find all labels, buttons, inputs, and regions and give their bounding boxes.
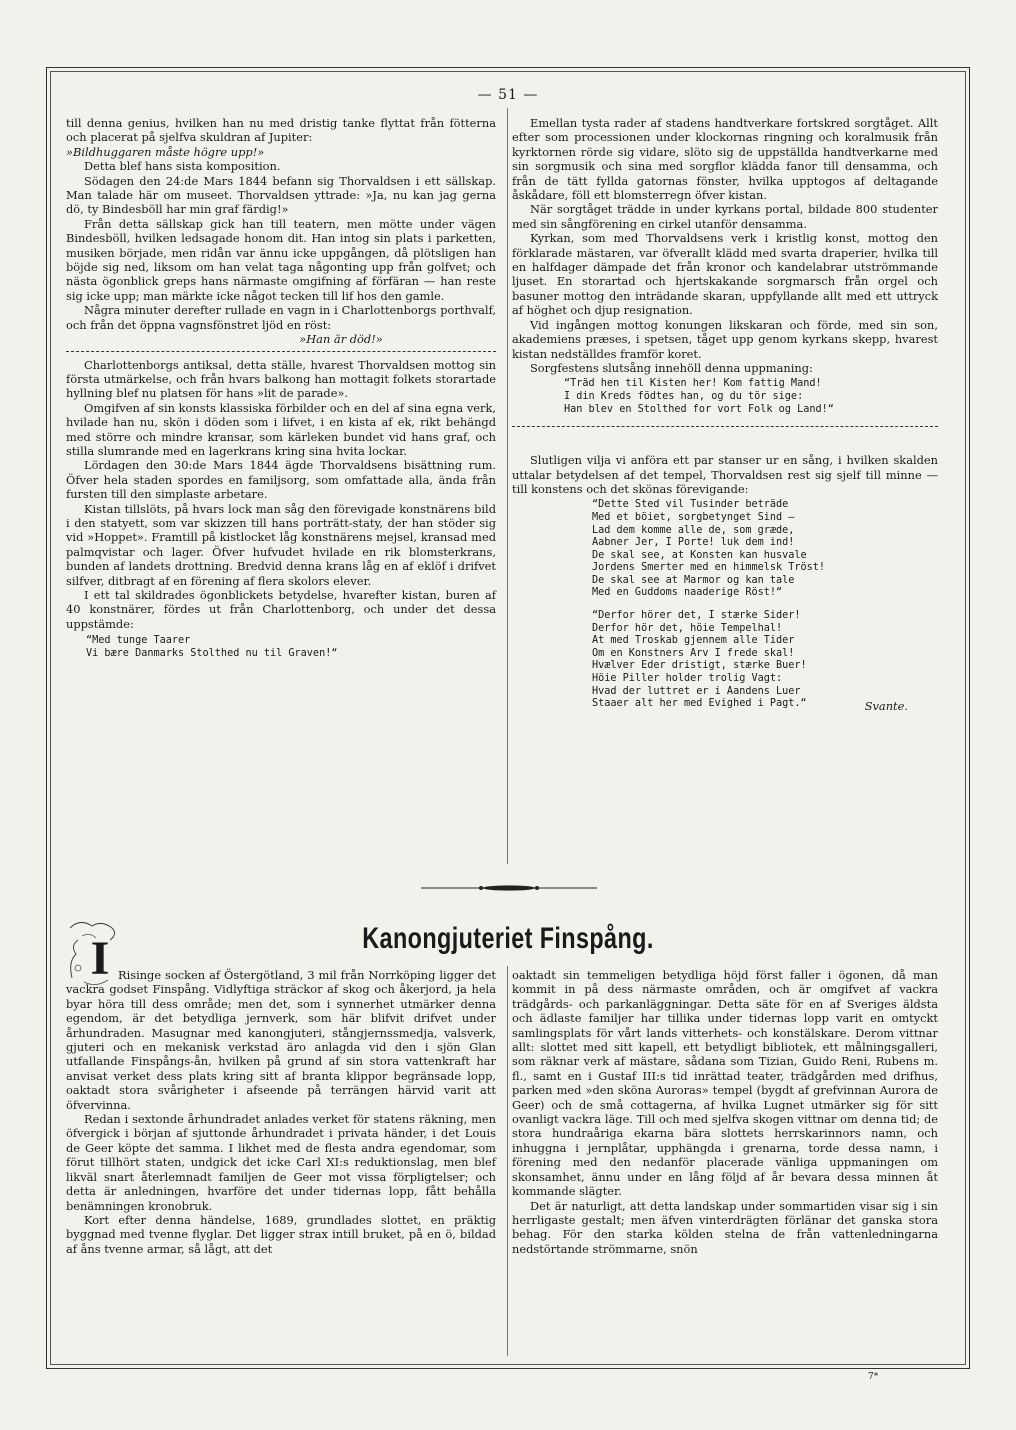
ornament-rule: [421, 884, 597, 892]
verse: [512, 378, 938, 416]
paragraph: Detta blef hans sista komposition.: [84, 159, 281, 174]
paragraph: Kort efter denna händelse, 1689, grundlades slottet, en präktig byggnad med tvenne flyglar. Det ligger strax intill bruket, på en ö, bildad af åns tvenne armar, så lågt, att det: [66, 1212, 496, 1256]
verse: [512, 499, 938, 600]
verse-line: Hvælver Eder dristigt, stærke Buer!: [592, 660, 807, 672]
paragraph: Några minuter derefter rullade en vagn in i Charlottenborgs porthvalf, och från det öppna vagnsfönstret ljöd en röst:: [66, 303, 496, 332]
footer-mark: 7*: [868, 1372, 879, 1382]
paragraph: Lördagen den 30:de Mars 1844 ägde Thorvaldsens bisättning rum. Öfver hela staden spordes en familjsorg, som omfattade alla, ända från fursten till den simplaste arbetare.: [66, 458, 496, 502]
verse-line: Han blev en Stolthed for vort Folk og Land!“: [564, 403, 834, 415]
verse-line: “Träd hen til Kisten her! Kom fattig Mand!: [564, 378, 822, 390]
verse-line: Med en Guddoms naaderige Röst!“: [592, 587, 783, 599]
dashed-separator: [66, 351, 496, 352]
verse-line: De skal see, at Konsten kan husvale: [592, 549, 807, 561]
verse-line: De skal see at Marmor og kan tale: [592, 574, 795, 586]
verse-line: At med Troskab gjennem alle Tider: [592, 635, 795, 647]
paragraph: Södagen den 24:de Mars 1844 befann sig Thorvaldsen i ett sällskap. Man talade här om museet. Thorvaldsen yttrade: »Ja, nu kan jag gerna dö, ty Bindesböll har min graf färdig!»: [66, 173, 496, 217]
quote: »Han är död!»: [299, 332, 383, 347]
verse-line: I din Kreds födtes han, og du tör sige:: [564, 390, 804, 402]
paragraph: Från detta sällskap gick han till teatern, men mötte under vägen Bindesböll, hvilken ledsagade honom dit. Han intog sin plats i parketten, musiken började, men ridån var ännu icke uppgången, då plötsligen han böjde sig ned, liksom om han velat taga någonting upp från golfvet; och nästa ögonblick greps hans närmaste omgifning af förfäran — han reste sig icke upp; man märkte icke något tecken till lif hos den gamle.: [66, 216, 496, 303]
dropcap-letter: I: [90, 932, 110, 985]
column-left-top: [66, 116, 496, 660]
paragraph: När sorgtåget trädde in under kyrkans portal, bildade 800 studenter med sin sångförening en cirkel utanför densamma.: [512, 202, 938, 231]
paragraph: Redan i sextonde århundradet anlades verket för statens räkning, men öfvergick i början af sjuttonde århundradet i privata händer, i det Louis de Geer köpte det samma. I likhet med de flesta andra egendomar, som förut tillhört staten, undgick det icke Carl XI:s reduktionslag, men blef likväl snart återlemnadt familjen de Geer mot vissa förpligtelser; och detta är anledningen, hvarföre det under tidernas lopp, fått behålla benämningen kronobruk.: [66, 1112, 496, 1213]
paragraph: Slutligen vilja vi anföra ett par stanser ur en sång, i hvilken skalden uttalar betydelsen af det tempel, Thorvaldsen rest sig sjelf till minne — till konstens och det skönas förevigande:: [512, 453, 938, 496]
verse-line: Staaer alt her med Evighed i Pagt.“: [592, 698, 807, 710]
paragraph: Omgifven af sin konsts klassiska förbilder och en del af sina egna verk, hvilade han nu, skön i döden som i lifvet, i en kista af ek, rikt behängd med större och mindre kransar, som kärleken bundet vid hans graf, och stilla slumrande med en lagerkrans kring sina hvita lockar.: [66, 400, 496, 458]
verse-line: Derfor hör det, höie Tempelhal!: [592, 622, 783, 634]
paragraph: Sorgfestens slutsång innehöll denna uppmaning:: [530, 360, 813, 375]
paragraph: Kyrkan, som med Thorvaldsens verk i kristlig konst, mottog den förklarade mästaren, var öfverallt klädd med svarta draperier, hvilka till en halfdager dämpade det från kronor och kandelabrar utströmmande ljuset. En storartad och hjertskakande sorgmarsch från orgel och basuner mottog den inträdande skaran, uppfyllande allt med ett uttryck af höghet och djup resignation.: [512, 231, 938, 318]
verse: [66, 635, 496, 660]
paragraph: I ett tal skildrades ögonblickets betydelse, hvarefter kistan, buren af 40 konstnärer, fördes ut från Charlottenborg, och under det dessa uppstämde:: [66, 588, 496, 631]
paragraph: Risinge socken af Östergötland, 3 mil från Norrköping ligger det vackra godset Finspång. Vidlyftiga sträckor af skog och åkerjord, ja hela byar höra till dess område; men det, som i synnerhet utmärker denna egendom, är det betydliga jernverk, som här blifvit drifvet under århundraden. Masugnar med kanongjuteri, stångjernssmedja, valsverk, gjuteri och en mekanisk verkstad äro anlagda vid den i sjön Glan utfallande Finspångs-ån, hvilken på grund af sin stora vattenkraft har anvisat verket dess plats kring sitt af branta klippor begränsade lopp, oaktadt stora svårigheter i afseende på terrängen härvid varit att öfvervinna.: [66, 968, 496, 1112]
verse-line: Vi bære Danmarks Stolthed nu til Graven!“: [86, 647, 338, 659]
quote: »Bildhuggaren måste högre upp!»: [66, 144, 265, 159]
verse-line: Lad dem komme alle de, som græde,: [592, 524, 795, 536]
dashed-separator: [512, 426, 938, 427]
verse-line: Hvad der luttret er i Aandens Luer: [592, 685, 801, 697]
paragraph: Det är naturligt, att detta landskap under sommartiden visar sig i sin herrligaste gestalt; men äfven vinterdrägten förlänar det ganska stora behag. För den starka kölden stelna de från vattenledningarna nedstörtande strömmarne, snön: [512, 1198, 938, 1256]
article-title: Kanongjuteriet Finspång.: [362, 922, 654, 955]
column-divider-top: [507, 108, 508, 864]
signature: Svante.: [864, 698, 908, 713]
article-column-left: [66, 968, 496, 1256]
paragraph: Vid ingången mottog konungen likskaran och förde, med sin son, akademiens præses, i spetsen, tåget upp genom kyrkans skepp, hvarest kistan nedställdes framför koret.: [512, 317, 938, 361]
paragraph: till denna genius, hvilken han nu med dristig tanke flyttat från fötterna och placerat på sjelfva skuldran af Jupiter:: [66, 116, 496, 145]
verse: [512, 610, 938, 711]
article-column-right: [512, 968, 938, 1256]
verse-line: Aabner Jer, I Porte! luk dem ind!: [592, 537, 795, 549]
verse-line: “Derfor hörer det, I stærke Sider!: [592, 610, 801, 622]
verse-line: “Med tunge Taarer: [86, 635, 191, 647]
verse-line: Höie Piller holder trolig Vagt:: [592, 673, 783, 685]
verse-line: “Dette Sted vil Tusinder beträde: [592, 499, 789, 511]
column-right-top: [512, 116, 938, 713]
paragraph: Kistan tillslöts, på hvars lock man såg den förevigade konstnärens bild i den statyett, som var skizzen till hans porträtt-staty, der han stöder sig vid »Hoppet». Framtill på kistlocket låg konstnärens mejsel, kransad med palmqvistar och lager. Öfver hufvudet hvilade en rik blomsterkrans, bunden af landets drottning. Bredvid denna krans låg en af eklöf i drifvet silfver, ditbragt af en förening af flera skolors elever.: [66, 501, 496, 588]
paragraph: oaktadt sin temmeligen betydliga höjd först faller i ögonen, då man kommit in på dess närmaste områden, och är omgifvet af vackra trädgårds- och parkanläggningar. Detta säte för en af Sveriges äldsta och ädlaste familjer har tillika under tidernas lopp varit en omtyckt samlingsplats för vårt lands vitterhets- och konstälskare. Derom vittnar allt: slottet med sitt kapell, ett betydligt bibliotek, ett målningsgalleri, som räknar verk af mästare, sådana som Tizian, Guido Reni, Rubens m. fl., samt en i Gustaf III:s tid inrättad teater, trädgården med drifhus, parken med »den sköna Auroras» tempel (bygdt af grefvinnan Aurora de Geer) och de små cottagerna, af hvilka Lugnet utmärker sig för sitt ovanligt vackra läge. Till och med sjelfva skogen vittnar om denna tid; de stora hundraåriga ekarna bära slottets herrskarinnors namn, och inhuggna i jernplåtar, upphängda i grenarna, torde dessa namn, i förening med den nedanför placerade vänliga uppmaningen om skonsamhet, ännu under en lång följd af år bevara dessa minnen åt kommande slägter.: [512, 968, 938, 1199]
verse-line: Jordens Smerter med en himmelsk Tröst!: [592, 562, 826, 574]
paragraph: Emellan tysta rader af stadens handtverkare fortskred sorgtåget. Allt efter som processionen under klockornas ringning och koralmusik från kyrktornen rörde sig vidare, slöto sig de uppställda handtverkarne med sin sorgmusik och sina med sorgflor klädda fanor till densamma, och från de tätt fyllda gatornas fönster, hvilka upptogos af deltagande åskådare, föll ett blomsterregn öfver kistan.: [512, 116, 938, 203]
page-number: — 51 —: [477, 87, 539, 103]
paragraph: Charlottenborgs antiksal, detta ställe, hvarest Thorvaldsen mottog sin första utmärkelse, och från hvars balkong han mottagit folkets storartade hyllning blef nu platsen för hans »lit de parade».: [66, 357, 496, 401]
verse-line: Om en Konstners Arv I frede skal!: [592, 647, 795, 659]
column-divider-bottom: [507, 966, 508, 1356]
verse-line: Med et böiet, sorgbetynget Sind —: [592, 511, 795, 523]
